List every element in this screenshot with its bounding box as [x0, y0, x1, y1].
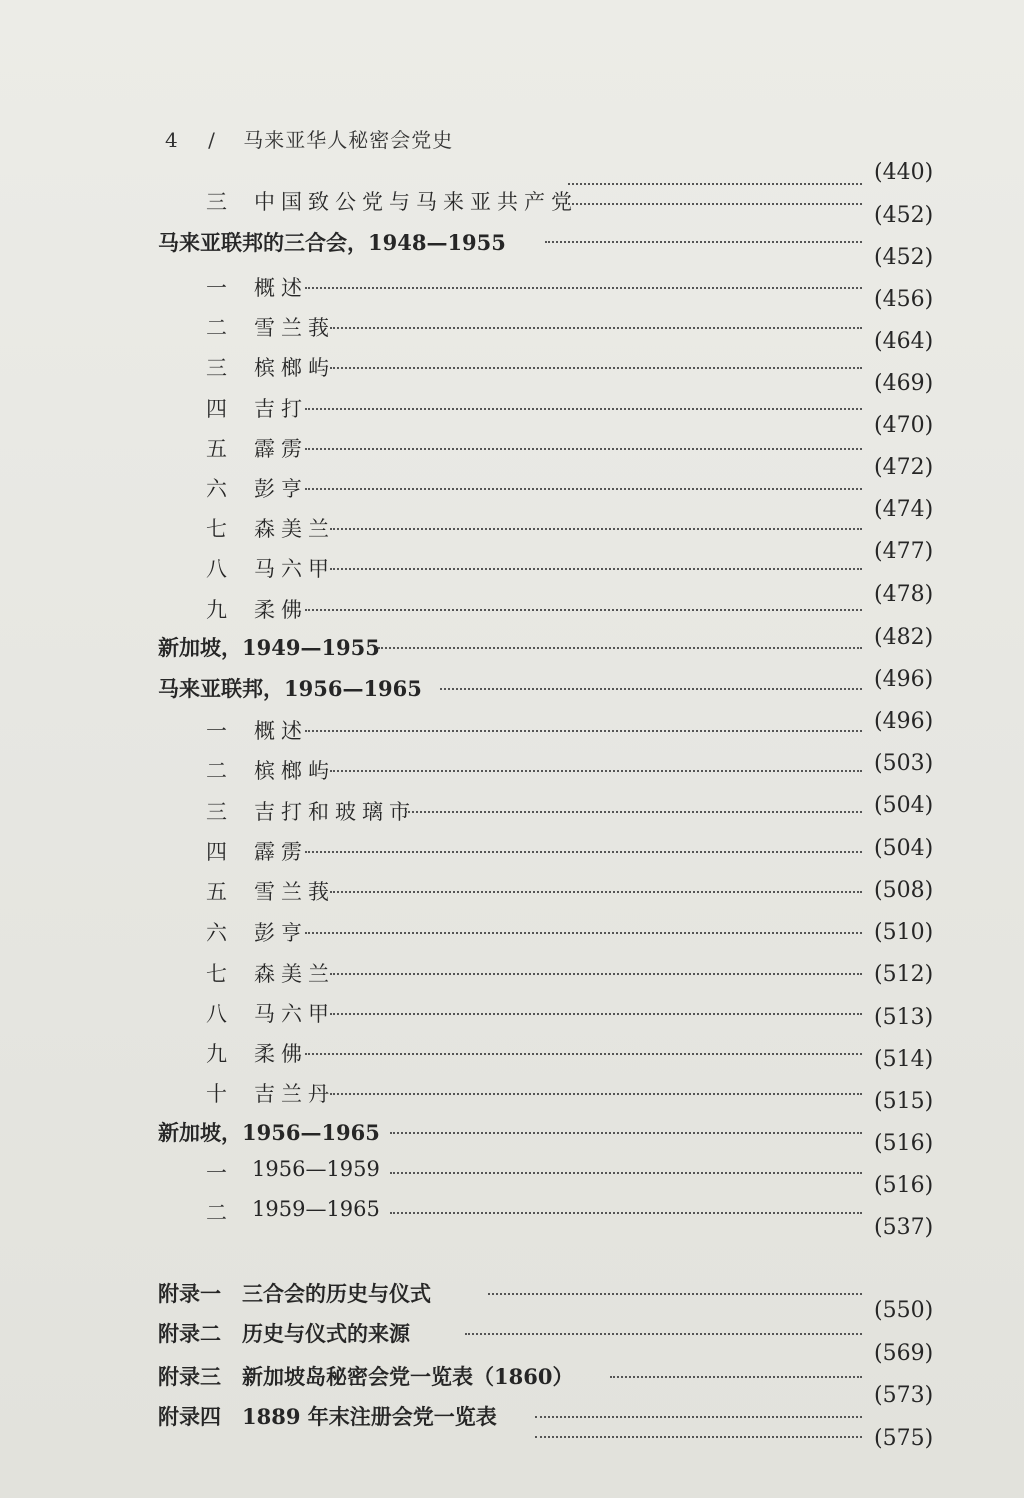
toc-page-number: (550) — [874, 1298, 934, 1323]
toc-entry-num: 六 — [206, 477, 227, 501]
dot-leader — [305, 851, 862, 853]
dot-leader — [465, 1333, 862, 1335]
toc-page-number: (470) — [874, 413, 934, 438]
toc-section-title: 新加坡，1949—1955 — [158, 635, 380, 660]
toc-entry-title: 1959—1965 — [252, 1197, 380, 1221]
dot-leader — [535, 1416, 862, 1418]
dot-leader — [305, 488, 862, 490]
toc-entry-num: 一 — [206, 719, 227, 743]
dot-leader — [330, 528, 862, 530]
dot-leader — [488, 1293, 862, 1295]
toc-entry-title: 彭亨 — [254, 477, 308, 501]
toc-entry-title: 雪兰莪 — [254, 316, 335, 340]
toc-entry-num: 四 — [206, 397, 227, 421]
toc-page-number: (504) — [874, 836, 934, 861]
toc-page-number: (516) — [874, 1131, 934, 1156]
dot-leader — [568, 183, 862, 185]
toc-entry-title: 吉兰丹 — [254, 1082, 335, 1106]
toc-page-number: (452) — [874, 203, 934, 228]
dot-leader — [390, 1212, 862, 1214]
dot-leader — [390, 1132, 862, 1134]
toc-entry-num: 五 — [206, 437, 227, 461]
toc-entry-title: 吉打和玻璃市 — [254, 800, 416, 824]
toc-entry-num: 六 — [206, 921, 227, 945]
toc-entry-title: 中国致公党与马来亚共产党 — [254, 190, 578, 214]
toc-page-number: (440) — [874, 160, 934, 185]
toc-page-number: (478) — [874, 582, 934, 607]
dot-leader — [568, 203, 862, 205]
toc-entry-title: 1956—1959 — [252, 1157, 380, 1181]
dot-leader — [330, 568, 862, 570]
header-separator: / — [208, 128, 216, 152]
toc-page-number: (464) — [874, 329, 934, 354]
page-number: 4 — [165, 128, 179, 152]
dot-leader — [305, 730, 862, 732]
dot-leader — [545, 241, 862, 243]
toc-page-number: (503) — [874, 751, 934, 776]
toc-appendix-title: 附录三 新加坡岛秘密会党一览表（1860） — [158, 1364, 574, 1389]
toc-section-title: 马来亚联邦，1956—1965 — [158, 676, 422, 701]
toc-page-number: (515) — [874, 1089, 934, 1114]
toc-entry-title: 森美兰 — [254, 962, 335, 986]
toc-entry-title: 槟榔屿 — [254, 759, 335, 783]
toc-entry-num: 五 — [206, 880, 227, 904]
toc-page-number: (504) — [874, 793, 934, 818]
toc-page-number: (575) — [874, 1426, 934, 1451]
toc-entry-title: 马六甲 — [254, 557, 335, 581]
toc-appendix-title: 附录二 历史与仪式的来源 — [158, 1321, 410, 1346]
toc-entry-num: 一 — [206, 276, 227, 300]
toc-entry-num: 七 — [206, 962, 227, 986]
toc-entry-num: 三 — [206, 356, 227, 380]
toc-entry-num: 九 — [206, 598, 227, 622]
toc-section-title: 新加坡，1956—1965 — [158, 1120, 380, 1145]
toc-appendix-title: 附录四 1889 年末注册会党一览表 — [158, 1404, 497, 1429]
dot-leader — [330, 327, 862, 329]
toc-page-number: (537) — [874, 1215, 934, 1240]
toc-entry-title: 柔佛 — [254, 598, 308, 622]
dot-leader — [440, 688, 862, 690]
toc-section-title: 马来亚联邦的三合会，1948—1955 — [158, 230, 506, 255]
toc-page-number: (516) — [874, 1173, 934, 1198]
toc-entry-num: 七 — [206, 517, 227, 541]
dot-leader — [535, 1436, 862, 1438]
toc-entry-title: 柔佛 — [254, 1042, 308, 1066]
toc-entry-title: 槟榔屿 — [254, 356, 335, 380]
toc-entry-num: 三 — [206, 190, 227, 214]
toc-entry-title: 吉打 — [254, 397, 308, 421]
dot-leader — [305, 287, 862, 289]
toc-page-number: (508) — [874, 878, 934, 903]
toc-page-number: (469) — [874, 371, 934, 396]
toc-page-number: (496) — [874, 709, 934, 734]
toc-page-number: (456) — [874, 287, 934, 312]
toc-entry-title: 雪兰莪 — [254, 880, 335, 904]
dot-leader — [305, 448, 862, 450]
toc-entry-title: 森美兰 — [254, 517, 335, 541]
toc-entry-num: 八 — [206, 1002, 227, 1026]
toc-entry-title: 彭亨 — [254, 921, 308, 945]
dot-leader — [610, 1376, 862, 1378]
toc-page-number: (513) — [874, 1005, 934, 1030]
toc-entry-title: 概述 — [254, 719, 308, 743]
dot-leader — [390, 1172, 862, 1174]
dot-leader — [378, 647, 862, 649]
dot-leader — [405, 811, 862, 813]
toc-entry-num: 八 — [206, 557, 227, 581]
toc-page-number: (573) — [874, 1383, 934, 1408]
book-title: 马来亚华人秘密会党史 — [243, 128, 454, 152]
running-header — [165, 124, 453, 153]
dot-leader — [330, 1013, 862, 1015]
toc-page-number: (474) — [874, 497, 934, 522]
toc-page-number: (496) — [874, 667, 934, 692]
toc-entry-title: 马六甲 — [254, 1002, 335, 1026]
toc-entry-num: 二 — [206, 316, 227, 340]
toc-entry-num: 二 — [206, 1201, 227, 1225]
toc-entry-title: 霹雳 — [254, 437, 308, 461]
dot-leader — [330, 367, 862, 369]
toc-appendix-title: 附录一 三合会的历史与仪式 — [158, 1281, 431, 1306]
dot-leader — [330, 1093, 862, 1095]
toc-page-number: (452) — [874, 245, 934, 270]
toc-entry-num: 四 — [206, 840, 227, 864]
toc-entry-num: 九 — [206, 1042, 227, 1066]
toc-entry-num: 十 — [206, 1082, 227, 1106]
dot-leader — [305, 408, 862, 410]
toc-page-number: (514) — [874, 1047, 934, 1072]
dot-leader — [305, 932, 862, 934]
dot-leader — [305, 609, 862, 611]
dot-leader — [305, 1053, 862, 1055]
toc-page-number: (472) — [874, 455, 934, 480]
toc-page-number: (512) — [874, 962, 934, 987]
toc-entry-title: 霹雳 — [254, 840, 308, 864]
dot-leader — [330, 973, 862, 975]
toc-page-number: (477) — [874, 539, 934, 564]
dot-leader — [330, 891, 862, 893]
toc-page-number: (510) — [874, 920, 934, 945]
dot-leader — [330, 770, 862, 772]
toc-page-number: (482) — [874, 625, 934, 650]
toc-entry-title: 概述 — [254, 276, 308, 300]
toc-entry-num: 一 — [206, 1161, 227, 1185]
toc-entry-num: 二 — [206, 759, 227, 783]
toc-page-number: (569) — [874, 1341, 934, 1366]
toc-entry-num: 三 — [206, 800, 227, 824]
